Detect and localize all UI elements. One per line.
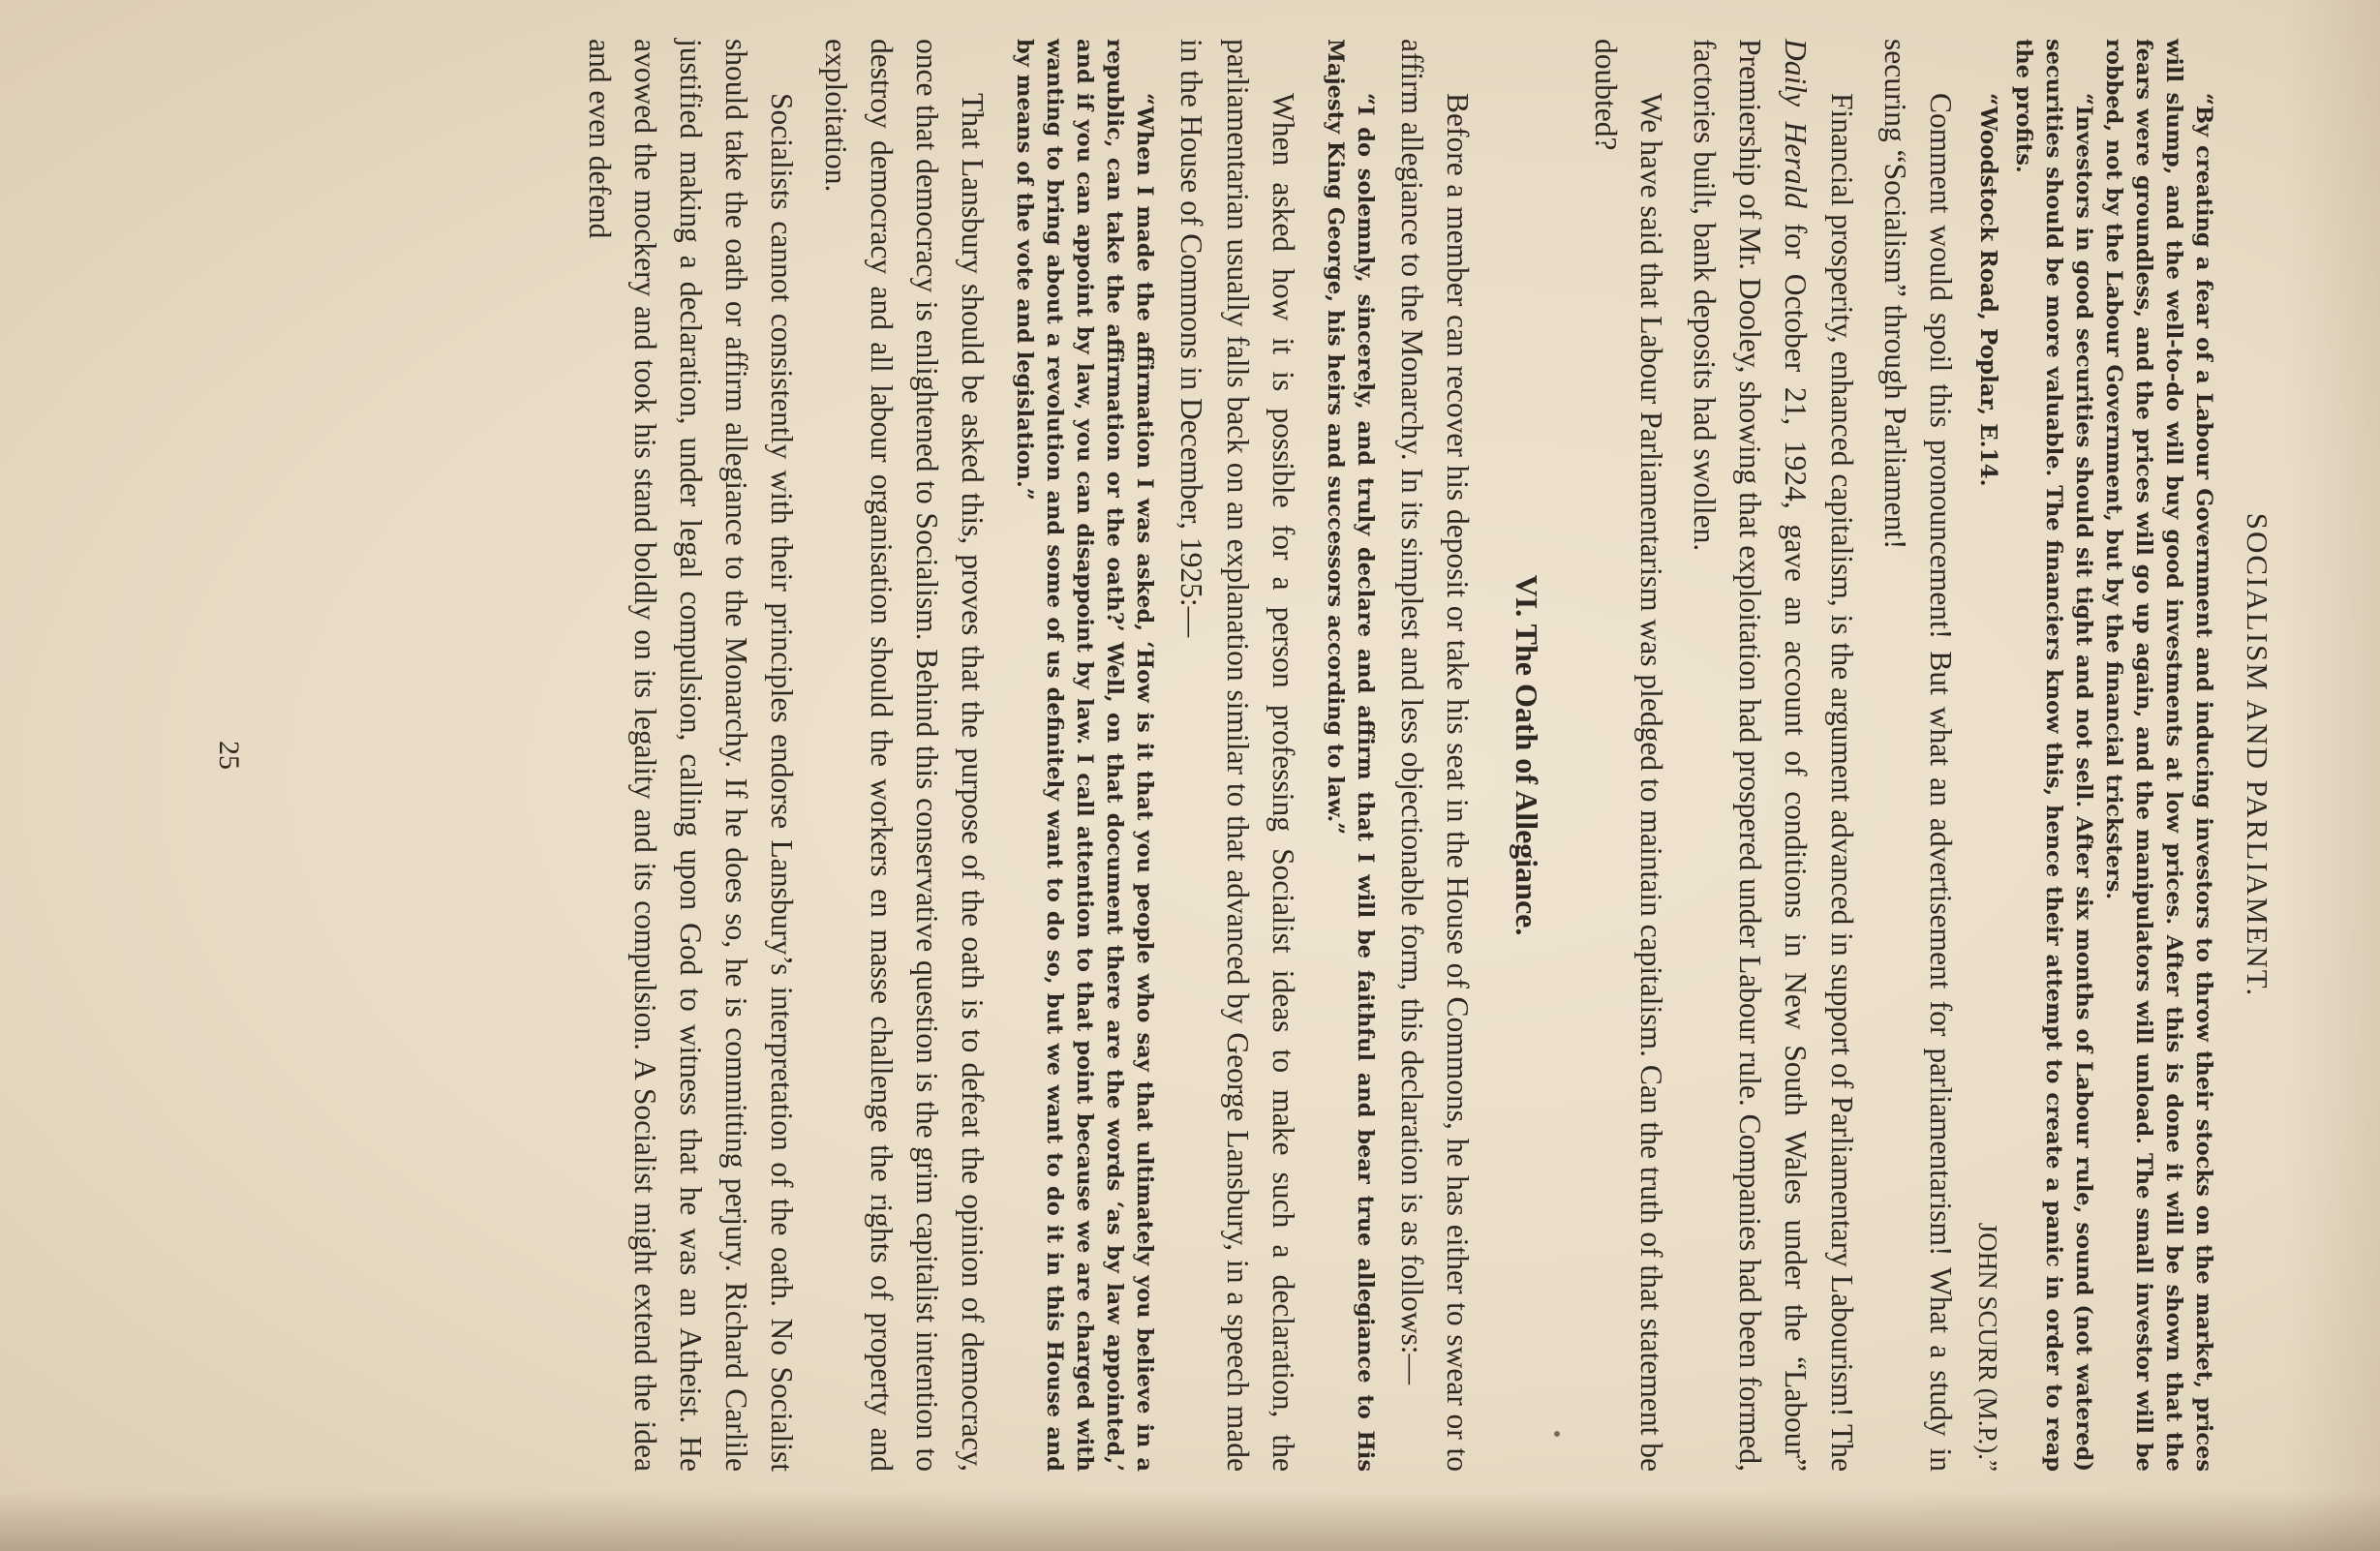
page-fold-shadow (0, 1491, 2380, 1551)
paragraph-comment: Comment would spoil this pronouncement! But what an advertisement for parliamentarism! What a study in securing “Socialism” through Parliament! (1877, 39, 1958, 1472)
signoff (1971, 39, 2004, 1472)
body-text (576, 39, 2218, 1472)
quote-oath: “I do solemnly, sincerely, and truly declare and affirm that I will be faithful and bear true allegiance to His Majesty King George, his heirs and successors according to law.” (1322, 39, 1378, 1472)
paragraph-financial-start: Financial prosperity, enhanced capitalism, is the argument advanced in support of Parliamentary Labourism! The (1824, 93, 1859, 1472)
paragraph-financial-end: for October 21, 1924, gave an account of conditions in New South Wales under the “Labour” Premiership of Mr. Dooley, showing that exploitation had prospered under Labour rule. Companies had been formed, factories built, bank deposits had swollen. (1687, 39, 1814, 1472)
rotated-text-block (212, 39, 2304, 1472)
paragraph-that: That Lansbury should be asked this, proves that the purpose of the oath is to defeat the opinion of democracy, once that democracy is enlightened to Socialism. Behind this conservative question is the grim capitalist intention to destroy democracy and all labour organisation should the workers en masse challenge the rights of property and exploitation. (818, 39, 991, 1472)
signoff-address: “Woodstock Road, Poplar, E.14. (1975, 93, 2001, 487)
newspaper-title: Daily Herald (1779, 39, 1814, 208)
paragraph-before: Before a member can recover his deposit or take his seat in the House of Commons, he has either to swear or to affirm allegiance to the Monarchy. In its simplest and less objectionable form, this declaration is as follows:— (1394, 39, 1476, 1472)
quote-lansbury: “When I made the affirmation I was asked, ‘How is it that you people who say that ultimately you believe in a republic, can take the affirmation or the oath?’ Well, on that document there are the words ‘as by law appointed,’ and if you can appoint by law, you can disappoint by law. I call attention to that point because we are charged with wanting to bring about a revolution and some of us definitely want to do so, but we want to do it in this House and by means of the vote and legislation.” (1012, 39, 1158, 1472)
paragraph-socialists: Socialists cannot consistently with their principles endorse Lansbury’s interpretation of the oath. No Socialist should take the oath or affirm allegiance to the Monarchy. If he does so, he is committing perjury. Richard Carlile justified making a declaration, under legal compulsion, calling upon God to witness that he was an Atheist. He avowed the mockery and took his stand boldly on its legality and its compulsion. A Socialist might extend the idea and even defend (582, 39, 800, 1472)
signoff-name: JOHN SCURR (M.P.).” (1973, 1222, 2002, 1472)
page-number: 25 (213, 741, 245, 770)
quote-scurr-1: “By creating a fear of a Labour Government and inducing investors to throw their stocks on the market, prices will slump, and the well-to-do will buy good investments at low prices. After this is done it will be shown that the fears were groundless, and the prices will go up again, and the manipulators will unload. The small investor will be robbed, not by the Labour Government, but by the financial tricksters. (2101, 39, 2216, 1472)
quote-scurr-2: “Investors in good securities should sit tight and not sell. After six months of Labour rule, sound (not watered) securities should be more valuable. The financiers know this, hence their attempt to create a panic in order to reap the profits. (2011, 39, 2096, 1472)
running-header: SOCIALISM AND PARLIAMENT. (2241, 512, 2274, 998)
paragraph-financial (1682, 39, 1865, 1472)
paragraph-pledged: We have said that Labour Parliamentarism was pledged to maintain capitalism. Can the truth of that statement be doubted? (1588, 39, 1668, 1472)
section-title: VI. The Oath of Allegiance. (1510, 574, 1545, 936)
paragraph-asked: When asked how it is possible for a person professing Socialist ideas to make such a declaration, the parliamentarian usually falls back on an explanation similar to that advanced by George Lansbury, in a speech made in the House of Commons in December, 1925:— (1175, 39, 1300, 1472)
